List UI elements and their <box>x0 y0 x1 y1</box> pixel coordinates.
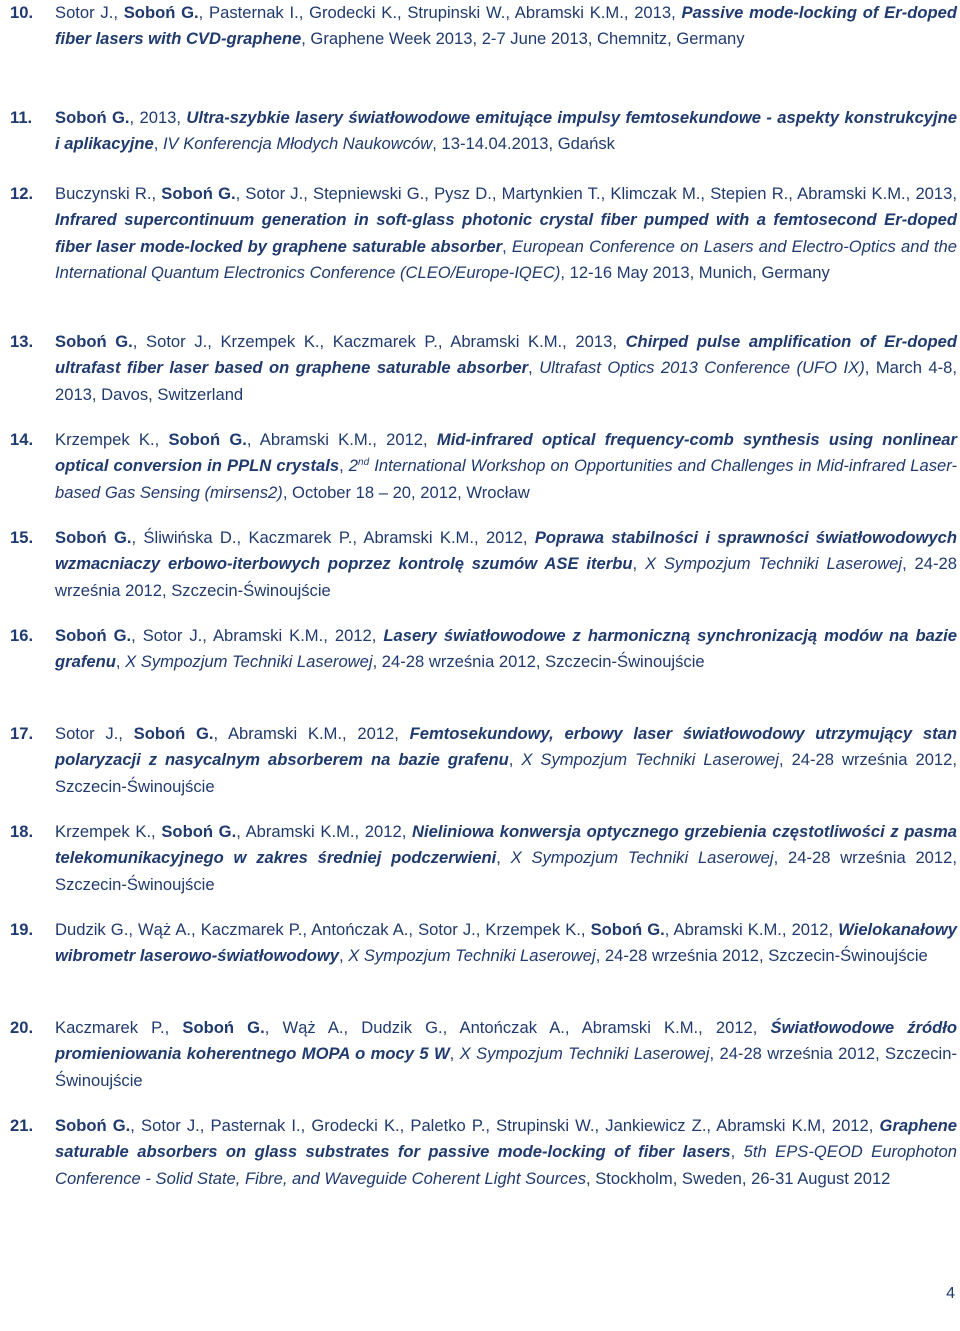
reference-item <box>0 181 957 287</box>
reference-text <box>55 1015 957 1094</box>
reference-item <box>0 721 957 800</box>
author-highlight: Soboń G. <box>590 920 665 939</box>
venue-name: IV Konferencja Młodych Naukowców <box>162 134 433 154</box>
publication-title: Infrared supercontinuum generation in soft-glass photonic crystal fiber pumped with a femtosecond Er-doped fiber laser mode-locked by graphene saturable absorber <box>55 210 957 256</box>
reference-number: 16. <box>10 626 34 645</box>
reference-segment: , Sotor J., Abramski K.M., 2012, <box>131 626 384 645</box>
reference-number: 18. <box>10 822 34 841</box>
reference-segment: Buczynski R., <box>55 184 162 203</box>
reference-number: 21. <box>10 1116 34 1135</box>
author-highlight: Soboń G. <box>123 3 199 22</box>
reference-text <box>55 427 957 506</box>
reference-text <box>55 721 957 800</box>
reference-item <box>0 105 957 158</box>
reference-segment: , Graphene Week 2013, 2-7 June 2013, Chemnitz, Germany <box>301 29 745 49</box>
publication-title: Nieliniowa konwersja optycznego grzebienia częstotliwości z pasma telekomunikacyjnego w zakres średniej podczerwieni <box>55 822 957 868</box>
reference-segment: Sotor J., <box>55 3 124 22</box>
author-highlight: Soboń G. <box>55 108 130 127</box>
reference-segment: , <box>339 456 349 476</box>
reference-segment: , <box>338 946 349 966</box>
reference-segment: , 24-28 września 2012, Szczecin-Świnoujście <box>55 750 957 796</box>
reference-item <box>0 623 957 676</box>
reference-segment: , Sotor J., Krzempek K., Kaczmarek P., Abramski K.M., 2013, <box>132 332 626 351</box>
venue-name: X Sympozjum Techniki Laserowej <box>644 554 903 574</box>
publication-title: Lasery światłowodowe z harmoniczną synchronizacją modów na bazie grafenu <box>55 626 957 672</box>
author-highlight: Soboń G. <box>55 626 132 645</box>
reference-number: 14. <box>10 430 34 449</box>
reference-number: 17. <box>10 724 34 743</box>
reference-number: 13. <box>10 332 34 351</box>
reference-segment: , 24-28 września 2012, Szczecin-Świnoujście <box>595 946 928 966</box>
reference-segment: Krzempek K., <box>55 822 162 841</box>
reference-segment: , <box>449 1044 460 1064</box>
reference-item <box>0 427 957 506</box>
publication-title: Graphene saturable absorbers on glass substrates for passive mode-locking of fiber lasers <box>55 1116 957 1162</box>
venue-name: 5th EPS-QEOD Europhoton Conference - Solid State, Fibre, and Waveguide Coherent Light Sources <box>55 1142 957 1188</box>
reference-segment: , 2013, <box>129 108 187 127</box>
reference-segment: , <box>508 750 522 770</box>
venue-name: International Workshop on Opportunities and Challenges in Mid-infrared Laser-based Gas Sensing (mirsens2) <box>55 456 957 502</box>
publication-title: Chirped pulse amplification of Er-doped ultrafast fiber laser based on graphene saturable absorber <box>55 332 957 378</box>
author-highlight: Soboń G. <box>55 332 133 351</box>
reference-segment: , Sotor J., Pasternak I., Grodecki K., Paletko P., Strupinski W., Jankiewicz Z., Abramski K.M, 2012, <box>130 1116 880 1135</box>
reference-text <box>55 0 957 53</box>
reference-item <box>0 819 957 898</box>
reference-segment: , Abramski K.M., 2012, <box>246 430 437 449</box>
author-highlight: Soboń G. <box>161 822 237 841</box>
reference-text <box>55 525 957 604</box>
reference-segment: , Abramski K.M., 2012, <box>236 822 413 841</box>
venue-name: X Sympozjum Techniki Laserowej <box>459 1044 710 1064</box>
publication-title: Femtosekundowy, erbowy laser światłowodowy utrzymujący stan polaryzacji z nasycalnym absorberem na bazie grafenu <box>55 724 957 770</box>
reference-segment: , <box>496 848 511 868</box>
venue-name: Ultrafast Optics 2013 Conference (UFO IX) <box>539 358 865 378</box>
reference-text <box>55 329 957 408</box>
reference-segment: , Śliwińska D., Kaczmarek P., Abramski K.M., 2012, <box>131 528 535 547</box>
reference-number: 10. <box>10 3 34 22</box>
author-highlight: Soboń G. <box>133 724 214 743</box>
reference-segment: Kaczmarek P., <box>55 1018 183 1037</box>
reference-item <box>0 1015 957 1094</box>
reference-segment: Sotor J., <box>55 724 134 743</box>
reference-text <box>55 1113 957 1192</box>
publication-title: Mid-infrared optical frequency-comb synthesis using nonlinear optical conversion in PPLN crystals <box>55 430 957 476</box>
reference-text <box>55 181 957 287</box>
reference-segment: , <box>502 236 512 256</box>
reference-segment: , Stockholm, Sweden, 26-31 August 2012 <box>586 1168 891 1188</box>
reference-segment: , Abramski K.M., 2012, <box>664 920 839 939</box>
venue-name: X Sympozjum Techniki Laserowej <box>510 848 774 868</box>
reference-segment: , <box>632 554 645 574</box>
publication-title: Światłowodowe źródło promieniowania koherentnego MOPA o mocy 5 W <box>55 1018 957 1064</box>
reference-segment: , Pasternak I., Grodecki K., Strupinski W., Abramski K.M., 2013, <box>198 3 682 22</box>
page-number: 4 <box>946 1285 955 1302</box>
reference-number: 12. <box>10 184 34 203</box>
venue-name: European Conference on Lasers and Electro-Optics and the International Quantum Electronics Conference (CLEO/Europe-IQEC) <box>55 236 957 283</box>
reference-number: 19. <box>10 920 34 939</box>
reference-segment: Krzempek K., <box>55 430 169 449</box>
author-highlight: Soboń G. <box>161 184 236 203</box>
reference-text <box>55 917 957 970</box>
reference-text <box>55 623 957 676</box>
reference-segment: , 12-16 May 2013, Munich, Germany <box>560 263 830 283</box>
reference-segment: , 13-14.04.2013, Gdańsk <box>432 134 615 154</box>
reference-segment: , 24-28 września 2012, Szczecin-Świnoujście <box>55 848 957 894</box>
reference-segment: , March 4-8, 2013, Davos, Switzerland <box>55 358 957 404</box>
reference-number: 20. <box>10 1018 34 1037</box>
venue-name: X Sympozjum Techniki Laserowej <box>348 946 596 966</box>
reference-segment: , 24-28 września 2012, Szczecin-Świnoujście <box>55 554 957 600</box>
venue-name: X Sympozjum Techniki Laserowej <box>521 750 779 770</box>
publication-title: Passive mode-locking of Er-doped fiber lasers with CVD-graphene <box>55 3 957 49</box>
reference-segment: , 24-28 września 2012, Szczecin-Świnoujście <box>55 1044 957 1090</box>
author-highlight: Soboń G. <box>55 1116 131 1135</box>
publication-title: Wielokanałowy wibrometr laserowo-światłowodowy <box>55 920 957 966</box>
venue-name: X Sympozjum Techniki Laserowej <box>125 652 373 672</box>
reference-segment: , <box>730 1142 744 1162</box>
reference-segment: , <box>153 134 163 154</box>
reference-item <box>0 917 957 970</box>
ordinal-suffix: nd <box>358 457 370 469</box>
reference-segment: , Abramski K.M., 2012, <box>213 724 410 743</box>
reference-item <box>0 0 957 53</box>
reference-segment: , 24-28 września 2012, Szczecin-Świnoujście <box>372 652 705 672</box>
reference-item <box>0 329 957 408</box>
publication-title: Poprawa stabilności i sprawności światłowodowych wzmacniaczy erbowo-iterbowych poprzez kontrolę szumów ASE iterbu <box>55 528 957 574</box>
venue-name: 2 <box>348 456 359 476</box>
reference-segment: , Sotor J., Stepniewski G., Pysz D., Martynkien T., Klimczak M., Stepien R., Abramski K.M., 2013, <box>235 184 957 203</box>
reference-segment: , October 18 – 20, 2012, Wrocław <box>282 482 530 502</box>
reference-text <box>55 819 957 898</box>
reference-number: 11. <box>10 108 33 127</box>
reference-text <box>55 105 957 158</box>
reference-segment: , <box>528 358 540 378</box>
reference-item <box>0 1113 957 1192</box>
reference-item <box>0 525 957 604</box>
reference-segment: , <box>115 652 126 672</box>
author-highlight: Soboń G. <box>55 528 132 547</box>
reference-segment: Dudzik G., Wąż A., Kaczmarek P., Antończak A., Sotor J., Krzempek K., <box>55 920 591 939</box>
reference-segment: , Wąż A., Dudzik G., Antończak A., Abramski K.M., 2012, <box>264 1018 771 1037</box>
author-highlight: Soboń G. <box>182 1018 265 1037</box>
author-highlight: Soboń G. <box>168 430 247 449</box>
reference-number: 15. <box>10 528 34 547</box>
publication-title: Ultra-szybkie lasery światłowodowe emitujące impulsy femtosekundowe - aspekty konstrukcyjne i aplikacyjne <box>55 108 957 154</box>
